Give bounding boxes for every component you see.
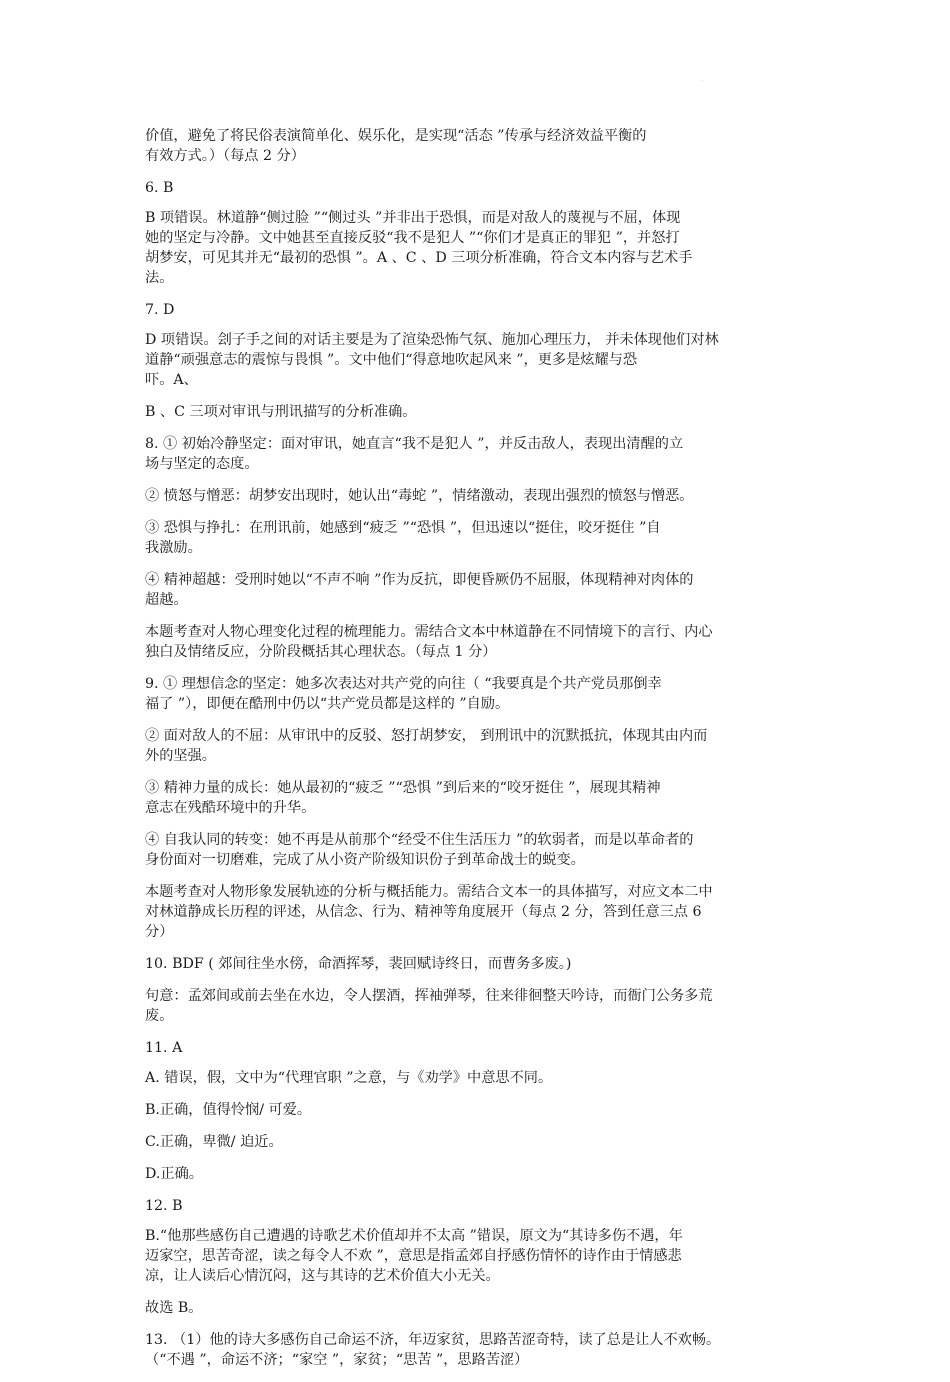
- text-line: 7. D: [145, 302, 175, 318]
- text-line: 6. B: [145, 180, 174, 196]
- answer-9-point-4: [145, 830, 813, 870]
- text-line: ③ 恐惧与挣扎：在刑讯前，她感到“疲乏 ”“恐惧 ”，但迅速以“挺住，咬牙挺住 ”自: [145, 520, 661, 536]
- text-line: 超越。: [145, 592, 188, 608]
- text-line: 本题考查对人物形象发展轨迹的分析与概括能力。需结合文本一的具体描写，对应文本二中: [145, 884, 713, 900]
- text-line: ② 愤怒与憎恶：胡梦安出现时，她认出“毒蛇 ”，情绪激动，表现出强烈的愤怒与憎恶。: [145, 488, 694, 504]
- text-line: 分）: [145, 924, 174, 940]
- text-line: 12. B: [145, 1198, 183, 1214]
- answer-11-option-a: [145, 1068, 813, 1088]
- explanation-6: [145, 208, 813, 288]
- text-line: 我激励。: [145, 540, 202, 556]
- text-line: 道静“顽强意志的震惊与畏惧 ”。文中他们“得意地吹起风来 ”，更多是炫耀与恐: [145, 352, 638, 368]
- answer-11-option-c: [145, 1132, 813, 1152]
- text-line: ② 面对敌人的不屈：从审讯中的反驳、怒打胡梦安， 到刑讯中的沉默抵抗，体现其由内而: [145, 728, 708, 744]
- text-line: 身份面对一切磨难，完成了从小资产阶级知识份子到革命战士的蜕变。: [145, 852, 585, 868]
- text-line: 有效方式。）（每点 2 分）: [145, 148, 305, 164]
- text-line: （“不遇 ”，命运不济；“家空 ”，家贫；“思苦 ”，思路苦涩）: [145, 1352, 529, 1368]
- text-line: 意志在残酷环境中的升华。: [145, 800, 316, 816]
- text-line: 废。: [145, 1008, 174, 1024]
- text-line: 外的坚强。: [145, 748, 216, 764]
- text-line: 句意：孟郊间或前去坐在水边，令人摆酒，挥袖弹琴，往来徘徊整天吟诗，而衙门公务多荒: [145, 988, 713, 1004]
- answer-9-point-3: [145, 778, 813, 818]
- text-line: 13. （1）他的诗大多感伤自己命运不济，年迈家贫，思路苦涩奇特，读了总是让人不欢畅。: [145, 1332, 721, 1348]
- answer-13: [145, 1330, 813, 1370]
- text-line: B.正确，值得怜悯/ 可爱。: [145, 1102, 312, 1118]
- answer-9-note: [145, 882, 813, 942]
- text-line: 迈家空，思苦奇涩，读之每令人不欢 ”，意思是指孟郊自抒感伤情怀的诗作由于情感悲: [145, 1248, 682, 1264]
- answer-8-point-3: [145, 518, 813, 558]
- answer-12-explanation: [145, 1226, 813, 1286]
- text-line: ③ 精神力量的成长：她从最初的“疲乏 ”“恐惧 ”到后来的“咬牙挺住 ”，展现其精神: [145, 780, 661, 796]
- answer-9-point-1: [145, 674, 813, 714]
- answer-11-option-b: [145, 1100, 813, 1120]
- text-line: B 项错误。林道静“侧过脸 ”“侧过头 ”并非出于恐惧，而是对敌人的蔑视与不屈，体现: [145, 210, 681, 226]
- page-corner-mark: ·: [702, 78, 704, 85]
- text-line: D.正确。: [145, 1166, 203, 1182]
- text-line: 本题考查对人物心理变化过程的梳理能力。需结合文本中林道静在不同情境下的言行、内心: [145, 624, 713, 640]
- answer-6: [145, 178, 813, 198]
- text-line: 故选 B。: [145, 1300, 203, 1316]
- text-line: 吓。A、: [145, 372, 198, 388]
- text-line: 独白及情绪反应，分阶段概括其心理状态。（每点 1 分）: [145, 644, 497, 660]
- text-line: 福了 ”），即便在酷刑中仍以“共产党员都是这样的 ”自励。: [145, 696, 510, 712]
- answer-7: [145, 300, 813, 320]
- explanation-7-continued: [145, 402, 813, 422]
- answer-10-translation: [145, 986, 813, 1026]
- paragraph-5-continuation: [145, 126, 813, 166]
- answer-11-option-d: [145, 1164, 813, 1184]
- document-page: [145, 126, 813, 1382]
- text-line: 11. A: [145, 1040, 183, 1056]
- answer-8-point-4: [145, 570, 813, 610]
- explanation-7: [145, 330, 813, 390]
- text-line: ④ 精神超越：受刑时她以“不声不响 ”作为反抗，即便昏厥仍不屈服，体现精神对肉体的: [145, 572, 694, 588]
- text-line: D 项错误。刽子手之间的对话主要是为了渲染恐怖气氛、施加心理压力， 并未体现他们对林: [145, 332, 719, 348]
- text-line: ④ 自我认同的转变：她不再是从前那个“经受不住生活压力 ”的软弱者，而是以革命者的: [145, 832, 694, 848]
- answer-8-note: [145, 622, 813, 662]
- answer-8-point-1: [145, 434, 813, 474]
- text-line: 对林道静成长历程的评述，从信念、行为、精神等角度展开（每点 2 分，答到任意三点 6: [145, 904, 702, 920]
- answer-12-conclusion: [145, 1298, 813, 1318]
- answer-11: [145, 1038, 813, 1058]
- text-line: B.“他那些感伤自己遭遇的诗歌艺术价值却并不太高 ”错误，原文为“其诗多伤不遇，年: [145, 1228, 683, 1244]
- answer-10: [145, 954, 813, 974]
- answer-9-point-2: [145, 726, 813, 766]
- text-line: 10. BDF ( 郊间往坐水傍，命酒挥琴，裴回赋诗终日，而曹务多废。): [145, 956, 572, 972]
- answer-12: [145, 1196, 813, 1216]
- text-line: 价值，避免了将民俗表演简单化、娱乐化，是实现“活态 ”传承与经济效益平衡的: [145, 128, 647, 144]
- text-line: 法。: [145, 270, 174, 286]
- text-line: 场与坚定的态度。: [145, 456, 259, 472]
- text-line: 胡梦安，可见其并无“最初的恐惧 ”。A 、C 、D 三项分析准确，符合文本内容与艺术手: [145, 250, 693, 266]
- text-line: 9. ① 理想信念的坚定：她多次表达对共产党的向往（ “我要真是个共产党员那倒幸: [145, 676, 662, 692]
- text-line: 她的坚定与冷静。文中她甚至直接反驳“我不是犯人 ”“你们才是真正的罪犯 ”，并怒打: [145, 230, 680, 246]
- text-line: B 、C 三项对审讯与刑讯描写的分析准确。: [145, 404, 417, 420]
- text-line: A. 错误，假，文中为“代理官职 ”之意，与《劝学》中意思不同。: [145, 1070, 553, 1086]
- text-line: C.正确，卑微/ 迫近。: [145, 1134, 283, 1150]
- text-line: 8. ① 初始冷静坚定：面对审讯，她直言“我不是犯人 ”，并反击敌人，表现出清醒的立: [145, 436, 684, 452]
- answer-8-point-2: [145, 486, 813, 506]
- text-line: 凉，让人读后心情沉闷，这与其诗的艺术价值大小无关。: [145, 1268, 500, 1284]
